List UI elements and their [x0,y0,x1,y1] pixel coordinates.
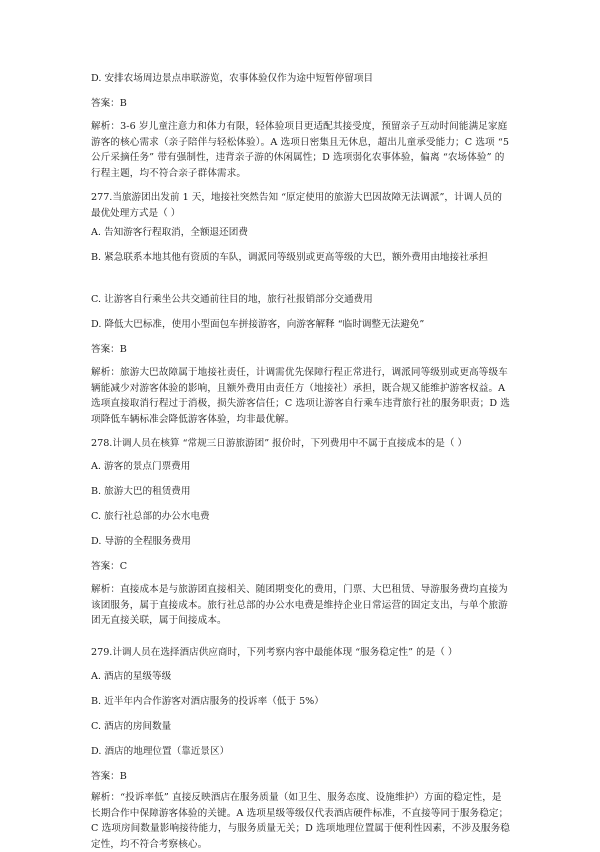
q277-stem: 277.当旅游团出发前 1 天，地接社突然告知 “原定使用的旅游大巴因故障无法调派”，计调人员的最优处理方式是（ ） [91,192,502,219]
q279-answer: 答案：B [91,771,127,782]
q278-option-c: C. 旅行社总部的办公水电费 [91,511,210,522]
prev-explanation: 解析：3-6 岁儿童注意力和体力有限，轻体验项目更适配其接受度，预留亲子互动时间能满足家庭游客的核心需求（亲子陪伴与轻松体验）。A 选项日密集且无休息，超出儿童承受能力；C 选项 “5 公斤采摘任务” 带有强制性，违背亲子游的休闲属性；D 选项弱化农事体验，偏离 “农场体验” 的行程主题，均不符合亲子群体需求。 [91,121,510,179]
q277-answer: 答案：B [91,344,127,355]
q277-explanation: 解析：旅游大巴故障属于地接社责任，计调需优先保障行程正常进行，调派同等级别或更高等级车辆能减少对游客体验的影响，且额外费用由责任方（地接社）承担，既合规又能维护游客权益。A 选项直接取消行程过于消极，损失游客信任；C 选项让游客自行乘车违背旅行社的服务职责；D 选项降低车辆标准会降低游客体验，均非最优解。 [91,367,510,425]
q279-option-c: C. 酒店的房间数量 [91,721,172,732]
q279-stem: 279.计调人员在选择酒店供应商时，下列考察内容中最能体现 “服务稳定性” 的是（ ） [91,647,458,658]
q277-option-b: B. 紧急联系本地其他有资质的车队，调派同等级别或更高等级的大巴，额外费用由地接社承担 [91,252,488,263]
q279-option-a: A. 酒店的星级等级 [91,671,172,682]
q278-option-b: B. 旅游大巴的租赁费用 [91,486,191,497]
q278-option-a: A. 游客的景点门票费用 [91,461,191,472]
q278-answer: 答案：C [91,561,128,572]
q278-stem: 278.计调人员在核算 “常规三日游旅游团” 报价时，下列费用中不属于直接成本的是（ ） [91,438,468,449]
q277-option-d: D. 降低大巴标准，使用小型面包车拼接游客，向游客解释 “临时调整无法避免” [91,319,425,330]
q279-option-b: B. 近半年内合作游客对酒店服务的投诉率（低于 5%） [91,696,324,707]
q278-explanation: 解析：直接成本是与旅游团直接相关、随团期变化的费用，门票、大巴租赁、导游服务费均直接为该团服务，属于直接成本。旅行社总部的办公水电费是维持企业日常运营的固定支出，与单个旅游团无直接关联，属于间接成本。 [91,584,508,626]
q279-option-d: D. 酒店的地理位置（靠近景区） [91,746,230,757]
q278-option-d: D. 导游的全程服务费用 [91,536,191,547]
prev-option-d: D. 安排农场周边景点串联游览，农事体验仅作为途中短暂停留项目 [91,73,374,84]
q279-explanation: 解析：“投诉率低” 直接反映酒店在服务质量（如卫生、服务态度、设施维护）方面的稳定性，是长期合作中保障游客体验的关键。A 选项星级等级仅代表酒店硬件标准，不直接等同于服务稳定；C 选项房间数量影响接待能力，与服务质量无关；D 选项地理位置属于便利性因素，不涉及服务稳定性，均不符合考察核心。 [91,792,510,850]
q277-option-a: A. 告知游客行程取消，全额退还团费 [91,227,248,238]
q277-option-c: C. 让游客自行乘坐公共交通前往目的地，旅行社报销部分交通费用 [91,294,373,305]
prev-answer: 答案：B [91,98,127,109]
